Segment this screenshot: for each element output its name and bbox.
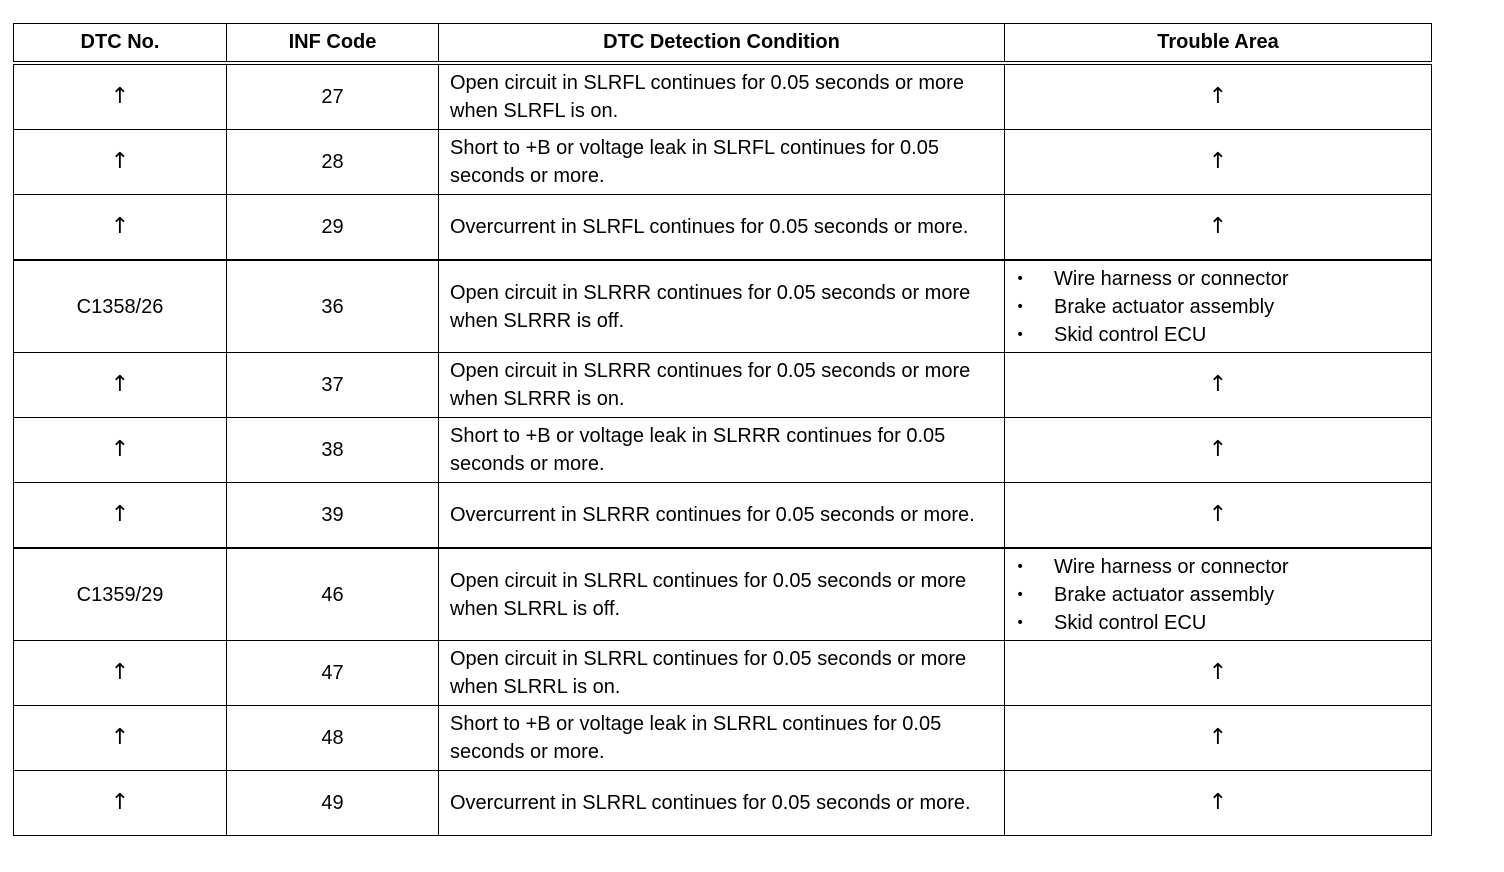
- header-detection-condition: DTC Detection Condition: [439, 24, 1005, 64]
- table-row: [14, 418, 1432, 483]
- table-row: [14, 353, 1432, 418]
- table-row: [14, 195, 1432, 261]
- same-as-above-arrow-icon: ↑: [110, 660, 130, 685]
- trouble-area-cell: [1005, 418, 1432, 483]
- dtc-table: [13, 23, 1432, 836]
- same-as-above-arrow-icon: ↑: [1208, 725, 1228, 750]
- same-as-above-arrow-icon: ↑: [110, 502, 130, 527]
- dtc-cell: C1359/29: [14, 548, 227, 641]
- trouble-area-cell: [1005, 771, 1432, 836]
- condition-cell: Open circuit in SLRRR continues for 0.05 seconds or more when SLRRR is on.: [439, 353, 1005, 418]
- header-inf-code: INF Code: [227, 24, 439, 64]
- dtc-cell: [14, 195, 227, 261]
- inf-code-cell: 28: [227, 130, 439, 195]
- condition-cell: Short to +B or voltage leak in SLRRR continues for 0.05 seconds or more.: [439, 418, 1005, 483]
- inf-code-cell: 48: [227, 706, 439, 771]
- trouble-area-cell: [1005, 195, 1432, 261]
- table-row: [14, 641, 1432, 706]
- same-as-above-arrow-icon: ↑: [110, 149, 130, 174]
- table-body: [14, 63, 1432, 836]
- trouble-area-cell: [1005, 353, 1432, 418]
- table-row: [14, 63, 1432, 130]
- same-as-above-arrow-icon: ↑: [110, 437, 130, 462]
- dtc-cell: [14, 483, 227, 549]
- table-row: [14, 548, 1432, 641]
- list-item: • Brake actuator assembly: [1005, 293, 1431, 321]
- condition-cell: Open circuit in SLRRL continues for 0.05 seconds or more when SLRRL is off.: [439, 548, 1005, 641]
- trouble-area-list: [1005, 265, 1431, 349]
- list-item: • Wire harness or connector: [1005, 553, 1431, 581]
- dtc-cell: [14, 771, 227, 836]
- same-as-above-arrow-icon: ↑: [110, 725, 130, 750]
- table-header-row: [14, 24, 1432, 64]
- condition-cell: Overcurrent in SLRRL continues for 0.05 seconds or more.: [439, 771, 1005, 836]
- trouble-area-cell: [1005, 130, 1432, 195]
- same-as-above-arrow-icon: ↑: [1208, 790, 1228, 815]
- trouble-area-cell: [1005, 260, 1432, 353]
- inf-code-cell: 38: [227, 418, 439, 483]
- same-as-above-arrow-icon: ↑: [110, 84, 130, 109]
- inf-code-cell: 27: [227, 63, 439, 130]
- header-trouble-area: Trouble Area: [1005, 24, 1432, 64]
- inf-code-cell: 47: [227, 641, 439, 706]
- same-as-above-arrow-icon: ↑: [110, 372, 130, 397]
- dtc-cell: C1358/26: [14, 260, 227, 353]
- table-row: [14, 706, 1432, 771]
- same-as-above-arrow-icon: ↑: [110, 790, 130, 815]
- condition-cell: Short to +B or voltage leak in SLRFL continues for 0.05 seconds or more.: [439, 130, 1005, 195]
- same-as-above-arrow-icon: ↑: [110, 214, 130, 239]
- same-as-above-arrow-icon: ↑: [1208, 502, 1228, 527]
- trouble-area-cell: [1005, 548, 1432, 641]
- header-dtc-no: DTC No.: [14, 24, 227, 64]
- condition-cell: Open circuit in SLRRR continues for 0.05 seconds or more when SLRRR is off.: [439, 260, 1005, 353]
- trouble-area-cell: [1005, 63, 1432, 130]
- dtc-cell: [14, 130, 227, 195]
- inf-code-cell: 37: [227, 353, 439, 418]
- trouble-area-cell: [1005, 483, 1432, 549]
- list-item: • Wire harness or connector: [1005, 265, 1431, 293]
- same-as-above-arrow-icon: ↑: [1208, 149, 1228, 174]
- condition-cell: Open circuit in SLRRL continues for 0.05 seconds or more when SLRRL is on.: [439, 641, 1005, 706]
- trouble-area-cell: [1005, 706, 1432, 771]
- dtc-cell: [14, 353, 227, 418]
- same-as-above-arrow-icon: ↑: [1208, 84, 1228, 109]
- inf-code-cell: 29: [227, 195, 439, 261]
- list-item: • Skid control ECU: [1005, 609, 1431, 637]
- same-as-above-arrow-icon: ↑: [1208, 437, 1228, 462]
- same-as-above-arrow-icon: ↑: [1208, 372, 1228, 397]
- condition-cell: Overcurrent in SLRRR continues for 0.05 seconds or more.: [439, 483, 1005, 549]
- list-item: • Brake actuator assembly: [1005, 581, 1431, 609]
- table-row: [14, 771, 1432, 836]
- table-row: [14, 260, 1432, 353]
- table-row: [14, 130, 1432, 195]
- dtc-cell: [14, 641, 227, 706]
- table-row: [14, 483, 1432, 549]
- list-item: • Skid control ECU: [1005, 321, 1431, 349]
- inf-code-cell: 46: [227, 548, 439, 641]
- same-as-above-arrow-icon: ↑: [1208, 214, 1228, 239]
- trouble-area-cell: [1005, 641, 1432, 706]
- condition-cell: Open circuit in SLRFL continues for 0.05 seconds or more when SLRFL is on.: [439, 63, 1005, 130]
- inf-code-cell: 49: [227, 771, 439, 836]
- inf-code-cell: 39: [227, 483, 439, 549]
- same-as-above-arrow-icon: ↑: [1208, 660, 1228, 685]
- dtc-cell: [14, 63, 227, 130]
- inf-code-cell: 36: [227, 260, 439, 353]
- dtc-cell: [14, 418, 227, 483]
- trouble-area-list: [1005, 553, 1431, 637]
- condition-cell: Overcurrent in SLRFL continues for 0.05 seconds or more.: [439, 195, 1005, 261]
- dtc-cell: [14, 706, 227, 771]
- condition-cell: Short to +B or voltage leak in SLRRL continues for 0.05 seconds or more.: [439, 706, 1005, 771]
